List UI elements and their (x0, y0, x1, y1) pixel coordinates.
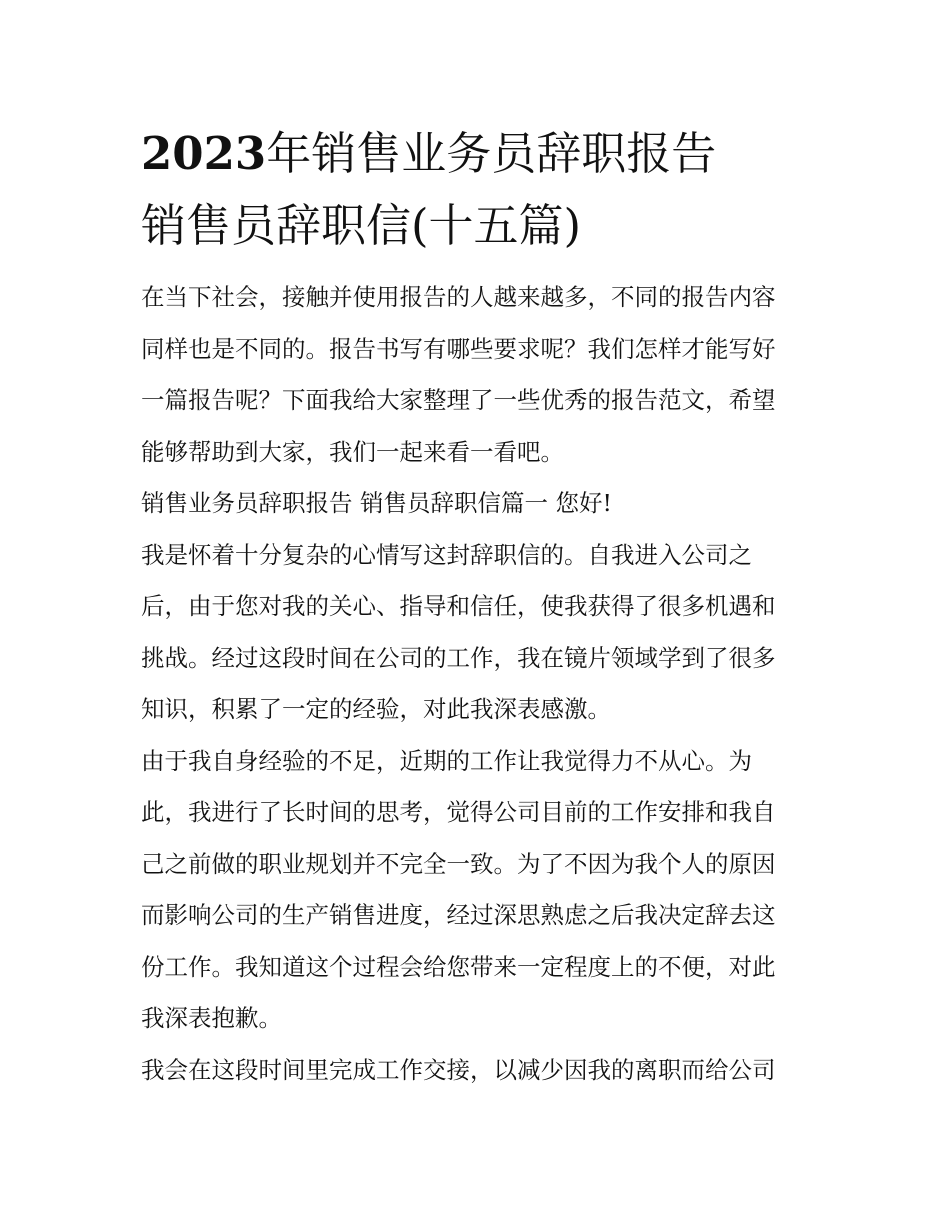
paragraph-body-1 (141, 530, 813, 736)
title-line-1-text: 年销售业务员辞职报告 (266, 127, 717, 180)
paragraph-line: 挑战。经过这段时间在公司的工作，我在镜片领域学到了很多 (141, 643, 776, 672)
title-year: 2023 (141, 127, 267, 180)
paragraph-intro (141, 272, 813, 478)
section-heading (141, 478, 813, 530)
paragraph-line: 同样也是不同的。报告书写有哪些要求呢？我们怎样才能写好 (141, 334, 776, 363)
paragraph-line: 己之前做的职业规划并不完全一致。为了不因为我个人的原因 (141, 849, 776, 878)
title-line-1 (141, 118, 813, 190)
paragraph-body-3 (141, 1045, 813, 1097)
paragraph-line: 份工作。我知道这个过程会给您带来一定程度上的不便，对此 (141, 952, 776, 981)
paragraph-body-2 (141, 736, 813, 1045)
paragraph-line: 我深表抱歉。 (141, 1004, 282, 1032)
paragraph-line: 在当下社会，接触并使用报告的人越来越多，不同的报告内容 (141, 283, 776, 311)
paragraph-line: 我是怀着十分复杂的心情写这封辞职信的。自我进入公司之 (141, 540, 752, 569)
document-body (141, 118, 813, 1096)
title-line-2: 销售员辞职信(十五篇) (141, 199, 582, 252)
paragraph-line: 知识，积累了一定的经验，对此我深表感激。 (141, 695, 611, 723)
paragraph-line: 我会在这段时间里完成工作交接，以减少因我的离职而给公司 (141, 1055, 776, 1084)
document-title (141, 118, 813, 262)
paragraph-line: 销售业务员辞职报告 销售员辞职信篇一 您好! (141, 489, 612, 517)
paragraph-line: 能够帮助到大家，我们一起来看一看吧。 (141, 437, 564, 466)
paragraph-line: 一篇报告呢？下面我给大家整理了一些优秀的报告范文，希望 (141, 386, 776, 414)
paragraph-line: 后，由于您对我的关心、指导和信任，使我获得了很多机遇和 (141, 592, 776, 620)
paragraph-line: 此，我进行了长时间的思考，觉得公司目前的工作安排和我自 (141, 798, 776, 826)
paragraph-line: 而影响公司的生产销售进度，经过深思熟虑之后我决定辞去这 (141, 901, 776, 929)
paragraph-line: 由于我自身经验的不足，近期的工作让我觉得力不从心。为 (141, 746, 752, 775)
